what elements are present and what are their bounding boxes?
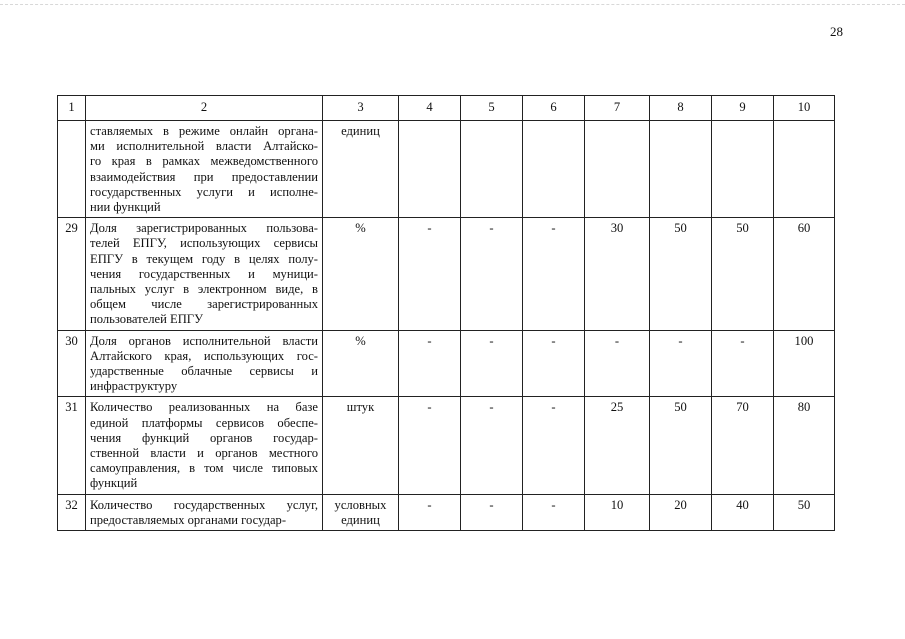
value-cell	[712, 121, 774, 218]
value-cell: 40	[712, 494, 774, 530]
unit-cell: %	[323, 330, 399, 397]
value-cell	[399, 121, 461, 218]
indicator-name-line: пальных услуг в электронном виде, в	[90, 282, 318, 297]
header-cell: 3	[323, 96, 399, 121]
unit-cell: %	[323, 218, 399, 330]
row-number-cell	[58, 121, 86, 218]
indicators-table	[57, 95, 835, 531]
indicator-name-line: нии функций	[90, 200, 161, 215]
header-cell: 10	[774, 96, 835, 121]
value-cell: 70	[712, 397, 774, 494]
value-cell: 100	[774, 330, 835, 397]
header-cell: 8	[650, 96, 712, 121]
indicator-name-line: государственных услуги и исполне-	[90, 184, 318, 199]
unit-cell: единиц	[323, 121, 399, 218]
indicator-name-line: го края в рамках межведомственного	[90, 154, 318, 169]
value-cell: -	[399, 218, 461, 330]
table-row	[58, 121, 835, 218]
row-number-cell: 31	[58, 397, 86, 494]
row-number-cell: 29	[58, 218, 86, 330]
indicator-name-line: Алтайского края, использующих гос-	[90, 348, 318, 363]
unit-cell: штук	[323, 397, 399, 494]
indicator-name-line: пользователей ЕПГУ	[90, 312, 203, 327]
indicator-name-line: Доля зарегистрированных пользова-	[90, 221, 318, 236]
value-cell: -	[461, 494, 523, 530]
value-cell: 60	[774, 218, 835, 330]
value-cell: -	[585, 330, 650, 397]
indicator-name-line: инфраструктуру	[90, 379, 178, 394]
value-cell: 50	[650, 397, 712, 494]
indicator-name-line: ЕПГУ в текущем году в целях полу-	[90, 251, 318, 266]
indicator-name-cell	[86, 218, 323, 330]
value-cell: -	[461, 397, 523, 494]
value-cell	[585, 121, 650, 218]
indicator-name-line: общем числе зарегистрированных	[90, 297, 318, 312]
value-cell: 20	[650, 494, 712, 530]
indicator-name-cell	[86, 121, 323, 218]
unit-cell: условных единиц	[323, 494, 399, 530]
table-row	[58, 494, 835, 530]
indicator-name-line: Количество реализованных на базе	[90, 400, 318, 415]
value-cell: -	[399, 397, 461, 494]
value-cell: -	[523, 330, 585, 397]
value-cell: 50	[650, 218, 712, 330]
indicator-name-line: ставляемых в режиме онлайн органа-	[90, 124, 318, 138]
value-cell: -	[523, 397, 585, 494]
indicator-name-line: функций	[90, 476, 138, 491]
page-number: 28	[830, 24, 843, 39]
indicator-name-line: ственной власти и органов местного	[90, 446, 318, 461]
table-row	[58, 397, 835, 494]
value-cell: -	[523, 218, 585, 330]
indicator-name-line: чения функций органов государ-	[90, 430, 318, 445]
indicator-name-line: ми исполнительной власти Алтайско-	[90, 139, 318, 154]
value-cell: 25	[585, 397, 650, 494]
indicator-name-cell	[86, 397, 323, 494]
value-cell: 50	[774, 494, 835, 530]
value-cell	[650, 121, 712, 218]
table-row	[58, 330, 835, 397]
value-cell: 50	[712, 218, 774, 330]
indicator-name-line: телей ЕПГУ, использующих сервисы	[90, 236, 318, 251]
indicator-name-line: чения государственных и муници-	[90, 266, 318, 281]
header-cell: 2	[86, 96, 323, 121]
indicator-name-line: ударственные облачные сервисы и	[90, 364, 318, 379]
value-cell: -	[650, 330, 712, 397]
indicator-name-cell	[86, 494, 323, 530]
value-cell: -	[712, 330, 774, 397]
value-cell	[523, 121, 585, 218]
indicator-name-line: взаимодействия при предоставлении	[90, 169, 318, 184]
header-cell: 1	[58, 96, 86, 121]
value-cell	[461, 121, 523, 218]
value-cell: -	[399, 494, 461, 530]
header-cell: 9	[712, 96, 774, 121]
indicator-name-line: единой платформы сервисов обеспе-	[90, 415, 318, 430]
indicator-name-line: предоставляемых органами государ-	[90, 512, 287, 527]
header-cell: 5	[461, 96, 523, 121]
value-cell: 10	[585, 494, 650, 530]
page-top-edge	[0, 4, 905, 5]
value-cell: -	[399, 330, 461, 397]
value-cell: -	[461, 330, 523, 397]
header-cell: 4	[399, 96, 461, 121]
row-number-cell: 32	[58, 494, 86, 530]
header-cell: 6	[523, 96, 585, 121]
table-row	[58, 218, 835, 330]
indicator-name-cell	[86, 330, 323, 397]
value-cell: -	[523, 494, 585, 530]
table-header-row	[58, 96, 835, 121]
value-cell: -	[461, 218, 523, 330]
indicator-name-line: самоуправления, в том числе типовых	[90, 461, 318, 476]
value-cell	[774, 121, 835, 218]
value-cell: 80	[774, 397, 835, 494]
indicator-name-line: Доля органов исполнительной власти	[90, 333, 318, 348]
header-cell: 7	[585, 96, 650, 121]
value-cell: 30	[585, 218, 650, 330]
row-number-cell: 30	[58, 330, 86, 397]
indicator-name-line: Количество государственных услуг,	[90, 497, 318, 512]
